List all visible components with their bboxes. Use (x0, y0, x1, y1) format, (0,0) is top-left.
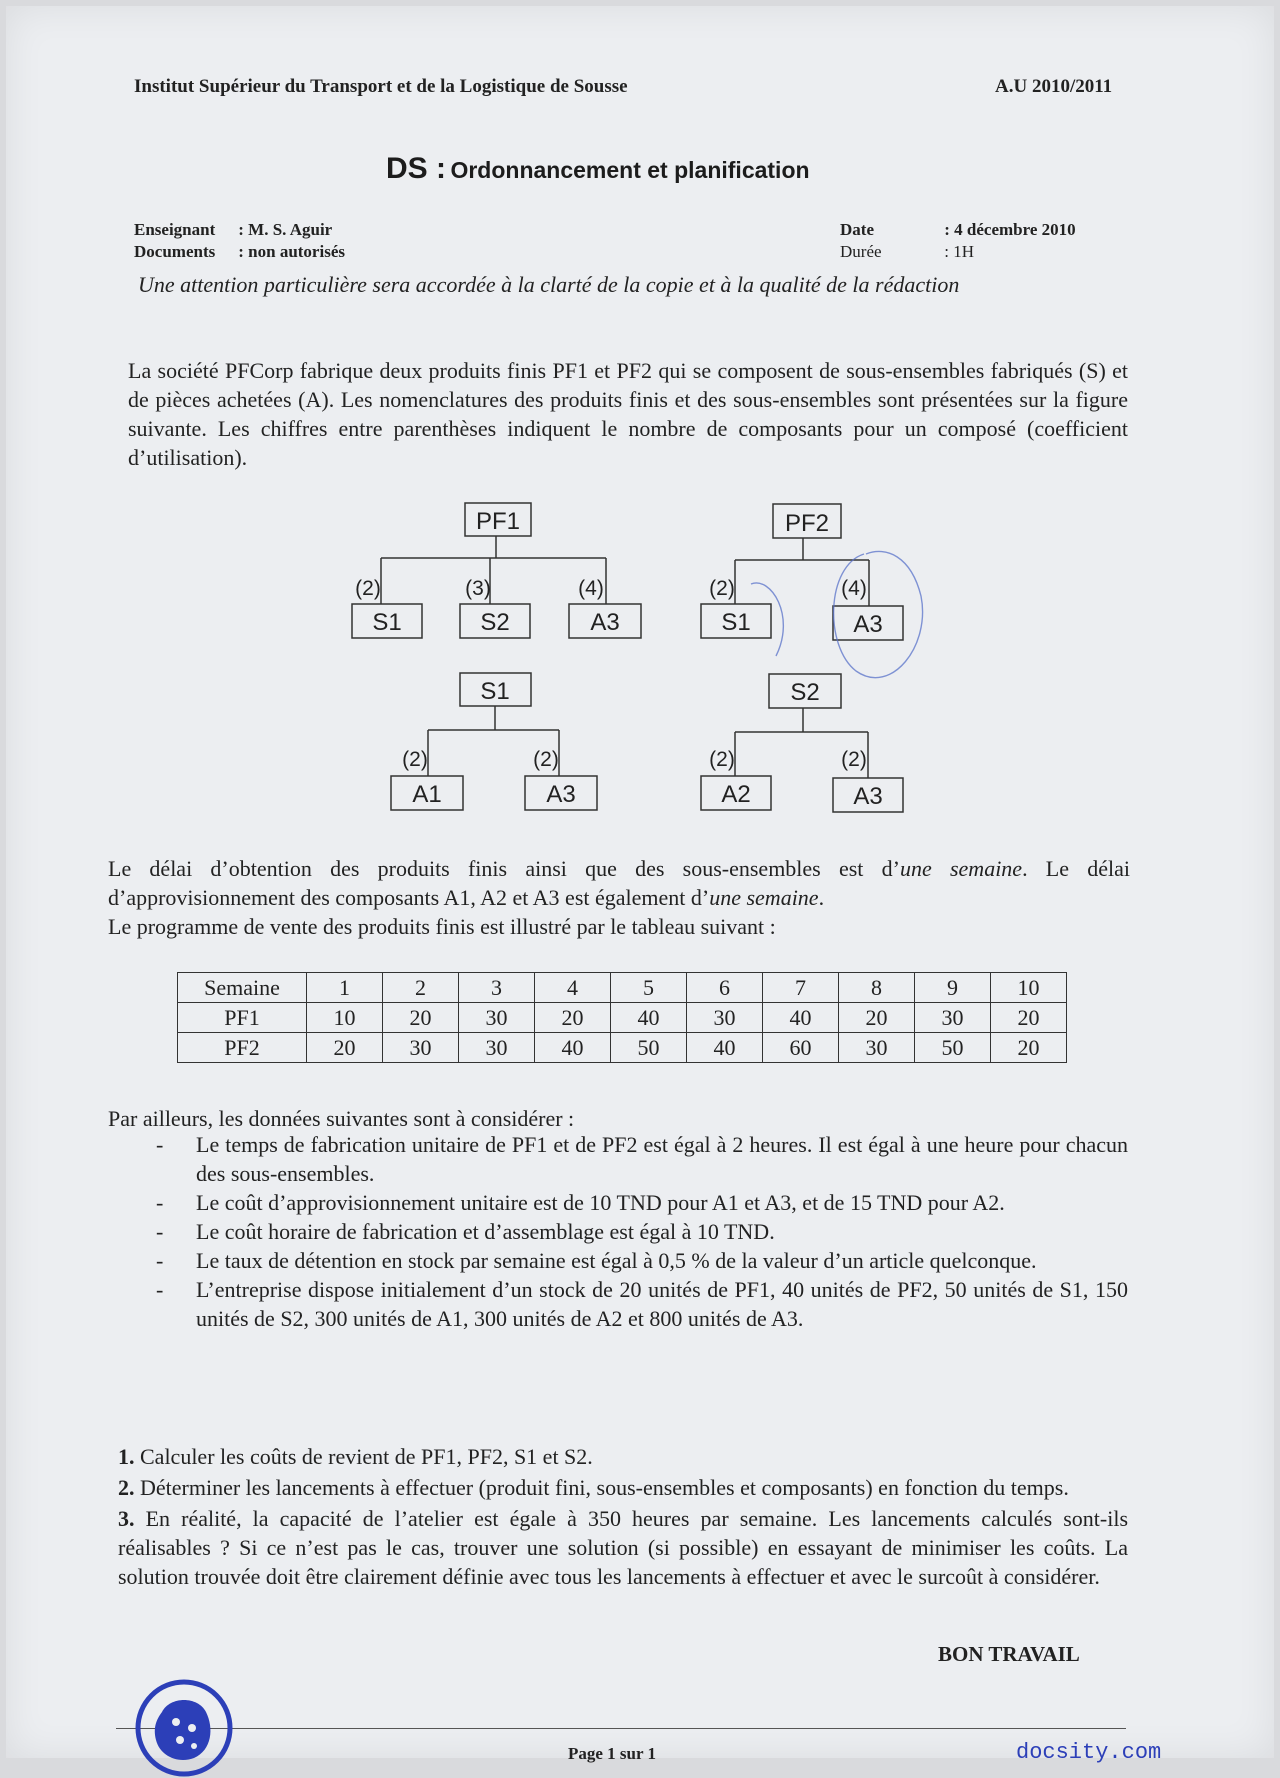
intro-paragraph: La société PFCorp fabrique deux produits finis PF1 et PF2 qui se composent de sous-ensembles fabriqués (S) et de pièces achetées (A). Les nomenclatures des produits finis et des sous-ensembles sont présentées sur la figure suivante. Les chiffres entre parenthèses indiquent le nombre de composants pour un composé (coefficient d’utilisation). (128, 358, 1128, 470)
table-cell: 1 (307, 973, 383, 1003)
table-cell: 10 (307, 1003, 383, 1033)
table-cell: 8 (839, 973, 915, 1003)
table-cell: 30 (687, 1003, 763, 1033)
data-list (156, 1130, 1128, 1333)
bom-pf2-child-1: S1 (721, 609, 751, 636)
teacher-value: : M. S. Aguir (238, 220, 333, 239)
table-cell: PF1 (178, 1003, 307, 1033)
table-cell: 3 (459, 973, 535, 1003)
exam-sheet (6, 6, 1274, 1765)
bom-pf1-qty-3: (4) (578, 577, 604, 600)
table-cell: 20 (383, 1003, 459, 1033)
table-cell: 30 (383, 1033, 459, 1063)
table-cell: 10 (991, 973, 1067, 1003)
bom-pf2-child-2: A3 (853, 611, 883, 638)
duration-label: Durée (840, 242, 882, 261)
list-item: - Le taux de détention en stock par semaine est égal à 0,5 % de la valeur d’un article quelconque. (156, 1246, 1128, 1275)
question-number: 2. (118, 1475, 135, 1500)
bom-s1-parent: S1 (480, 678, 510, 705)
table-cell: PF2 (178, 1033, 307, 1063)
table-cell: Semaine (178, 973, 307, 1003)
table-cell: 20 (839, 1003, 915, 1033)
bom-s2-parent: S2 (790, 679, 820, 706)
question-number: 1. (118, 1444, 135, 1469)
title-prefix: DS : (386, 152, 446, 185)
table-cell: 40 (687, 1033, 763, 1063)
table-header-row (178, 973, 1067, 1003)
bom-pf1-child-2: S2 (480, 609, 510, 636)
pen-annotation (751, 551, 923, 677)
institute-name: Institut Supérieur du Transport et de la Logistique de Sousse (134, 76, 628, 97)
date-value: : 4 décembre 2010 (944, 220, 1076, 239)
table-cell: 50 (611, 1033, 687, 1063)
clarity-note: Une attention particulière sera accordée à la clarté de la copie et à la qualité de la rédaction (138, 272, 960, 297)
table-cell: 30 (839, 1033, 915, 1063)
bom-s1-qty-2: (2) (533, 748, 559, 771)
bom-pf1-qty-1: (2) (355, 577, 381, 600)
teacher-label: Enseignant (134, 220, 216, 239)
bom-s2-qty-2: (2) (841, 748, 867, 771)
table-cell: 6 (687, 973, 763, 1003)
lead-em-2: une semaine (709, 885, 819, 910)
table-cell: 60 (763, 1033, 839, 1063)
questions-list (118, 1442, 1128, 1593)
bom-s1-child-1: A1 (412, 781, 442, 808)
docsity-logo-icon (134, 1678, 234, 1778)
documents-value: : non autorisés (238, 242, 345, 261)
table-cell: 40 (763, 1003, 839, 1033)
lead-text-3: . (818, 885, 825, 910)
question-item (118, 1504, 1128, 1591)
table-cell: 9 (915, 973, 991, 1003)
footer-divider (116, 1728, 1126, 1729)
lead-text-2: . Le délai d’approvisionnement des composants A1, A2 et A3 est également d’ (108, 856, 1130, 910)
table-cell: 7 (763, 973, 839, 1003)
question-item (118, 1442, 1128, 1471)
bom-pf2-qty-2: (4) (841, 577, 867, 600)
sales-table (177, 972, 1067, 1063)
table-cell: 20 (991, 1033, 1067, 1063)
table-cell: 2 (383, 973, 459, 1003)
bom-pf2-qty-1: (2) (709, 577, 735, 600)
question-text: En réalité, la capacité de l’atelier est égale à 350 heures par semaine. Les lancements calculés sont-ils réalisables ? Si ce n’est pas le cas, trouver une solution (si possible) en essayant de minimiser les coûts. La solution trouvée doit être clairement définie avec tous les lancements à effectuer et avec le surcoût à considérer. (118, 1506, 1129, 1589)
list-item: - Le temps de fabrication unitaire de PF1 et de PF2 est égal à 2 heures. Il est égal à une heure pour chacun des sous-ensembles. (156, 1130, 1128, 1188)
bom-pf1-child-3: A3 (590, 609, 620, 636)
question-text: Calculer les coûts de revient de PF1, PF2, S1 et S2. (140, 1444, 593, 1469)
bom-s2-child-2: A3 (853, 783, 883, 810)
table-cell: 30 (915, 1003, 991, 1033)
list-item: - Le coût horaire de fabrication et d’assemblage est égal à 10 TND. (156, 1217, 1128, 1246)
bom-pf1-qty-2: (3) (465, 577, 491, 600)
data-intro: Par ailleurs, les données suivantes sont à considérer : (108, 1106, 575, 1131)
lead-em-1: une semaine (899, 856, 1023, 881)
question-item (118, 1473, 1128, 1502)
lead-time-paragraph (108, 854, 1130, 941)
bom-s2-qty-1: (2) (709, 748, 735, 771)
closing-text: BON TRAVAIL (938, 1642, 1080, 1666)
bom-pf1-parent: PF1 (475, 508, 521, 535)
lead-text-1: Le délai d’obtention des produits finis ainsi que des sous-ensembles est d’ (108, 856, 900, 881)
title-subject: Ordonnancement et planification (450, 157, 810, 183)
table-row (178, 1033, 1067, 1063)
list-item: - L’entreprise dispose initialement d’un stock de 20 unités de PF1, 40 unités de PF2, 50 unités de S1, 150 unités de S2, 300 unités de A1, 300 unités de A2 et 800 unités de A3. (156, 1275, 1128, 1333)
table-row (178, 1003, 1067, 1033)
bom-pf1-child-1: S1 (372, 609, 402, 636)
table-cell: 30 (459, 1003, 535, 1033)
table-cell: 4 (535, 973, 611, 1003)
table-cell: 40 (611, 1003, 687, 1033)
academic-year: A.U 2010/2011 (995, 76, 1113, 97)
duration-value: : 1H (944, 242, 974, 261)
question-number: 3. (118, 1506, 135, 1531)
table-cell: 20 (535, 1003, 611, 1033)
bom-s1-child-2: A3 (546, 781, 576, 808)
page-number: Page 1 sur 1 (568, 1744, 656, 1763)
documents-label: Documents (134, 242, 216, 261)
docsity-watermark: docsity.com (1016, 1740, 1162, 1765)
list-item: - Le coût d’approvisionnement unitaire est de 10 TND pour A1 et A3, et de 15 TND pour A2. (156, 1188, 1128, 1217)
table-cell: 50 (915, 1033, 991, 1063)
table-cell: 20 (307, 1033, 383, 1063)
date-label: Date (840, 220, 874, 239)
lead-text-4: Le programme de vente des produits finis est illustré par le tableau suivant : (108, 914, 776, 939)
table-cell: 30 (459, 1033, 535, 1063)
bom-pf2-parent: PF2 (784, 510, 830, 537)
bom-s2-child-1: A2 (721, 781, 751, 808)
table-cell: 5 (611, 973, 687, 1003)
table-cell: 20 (991, 1003, 1067, 1033)
question-text: Déterminer les lancements à effectuer (produit fini, sous-ensembles et composants) en fonction du temps. (140, 1475, 1069, 1500)
bom-s1-qty-1: (2) (402, 748, 428, 771)
table-cell: 40 (535, 1033, 611, 1063)
bom-diagram (6, 6, 1274, 836)
